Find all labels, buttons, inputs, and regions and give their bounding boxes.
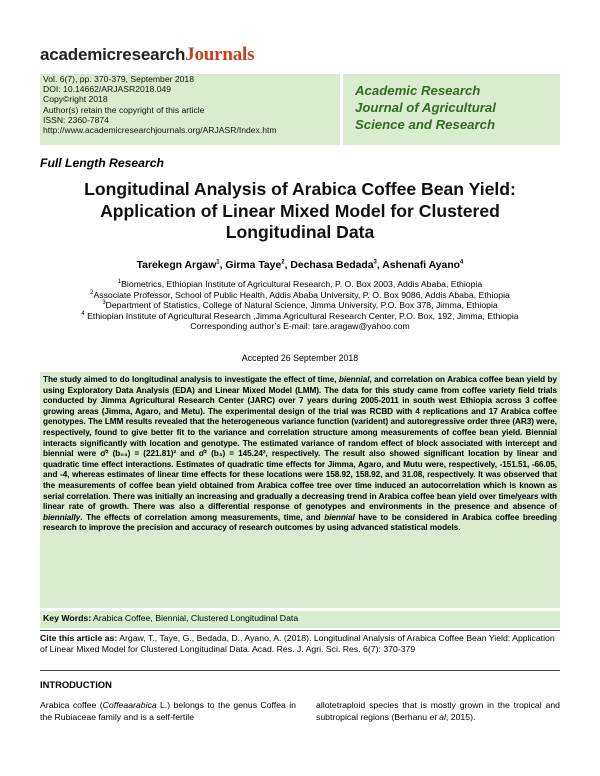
author-name: Dechasa Bedada <box>290 260 374 271</box>
title-line: Longitudinal Analysis of Arabica Coffee Bean Yield: <box>84 179 516 199</box>
section-heading-introduction: INTRODUCTION <box>40 679 112 690</box>
keywords-label: Key Words: <box>43 613 92 623</box>
title-line: Application of Linear Mixed Model for Clustered <box>100 200 500 221</box>
journal-name-box <box>343 74 560 145</box>
meta-doi: DOI: 10.14662/ARJASR2018.049 <box>43 84 172 95</box>
author-name: Tarekegn Argaw <box>136 260 217 271</box>
article-type-label: Full Length Research <box>40 156 164 170</box>
article-meta-box <box>40 74 340 145</box>
meta-rights: Author(s) retain the copyright of this article <box>43 104 205 115</box>
author-sup: 4 <box>460 259 464 266</box>
meta-issn: ISSN: 2360-7874 <box>43 114 109 125</box>
meta-copyright: Copy©right 2018 <box>43 94 108 105</box>
affiliation: $^2$Associate Professor, School of Public Health, Addis Ababa University, P. O. Box 9086, Addis Ababa, Ethiopia <box>90 289 510 300</box>
citation <box>40 633 560 656</box>
keywords-text: Arabica Coffee, Biennial, Clustered Longitudinal Data <box>91 613 299 623</box>
accepted-date: Accepted 26 September 2018 <box>241 353 359 363</box>
journal-name-line: Academic Research <box>355 83 481 98</box>
citation-label: Cite this article as: <box>40 633 118 643</box>
corresponding-author: Corresponding author’s E-mail: tare.aragaw@yahoo.com <box>190 321 410 331</box>
publisher-logo: academicresearchJournals <box>40 44 255 65</box>
author-sup: 1 <box>216 259 220 266</box>
affiliations <box>40 279 560 332</box>
author-sup: 3 <box>373 259 377 266</box>
author-name: Girma Taye <box>225 260 282 271</box>
divider <box>40 630 560 631</box>
abstract: The study aimed to do longitudinal analysis to investigate the effect of time, biennial, and correlation on Arabica coffee bean yield by using Exploratory Data Analysis (EDA) and Linear Mixed Model (LMM). The data for this study came from coffee variety field trials conducted by Jimma Agricultural Research Center (JARC) over 7 years during 2005-2011 in south west Ethiopia across 3 coffee growing areas (Jimma, Agaro, and Metu). The experimental design of the trial was RCBD with 4 replications and 17 Arabica coffee genotypes. The LMM results revealed that the heterogeneous variance function (varident) and autoregressive order three (AR3) were, respectively, found to give better fit to the variance and correlation structure among measurements of coffee bean yield. Biennial interacts significantly with location and genotype. The estimated variance of random effect of block associated with intercept and biennial were σ̂² (b₀₃) = (221.81)² and σ̂² (b₃) = 145.24², respectively. The result also showed significant location by linear and quadratic time effect interactions. Estimates of quadratic time effects for Jimma, Agaro, and Mutu were, respectively, -151.51, -66.05, and -4, whereas estimates of linear time effects for these locations were 158.92, 158.92, and 31.08, respectively. It was observed that the measurements of coffee bean yield obtained from Arabica coffee tree over time induced an autocorrelation which is known as serial correlation. There was initially an increasing and gradually a decreasing trend in Arabica coffee bean yield over time/years with linear rate of growth. There was also a differential response of genotypes and environments in the presence and absence of biennially. The effects of correlation among measurements, time, and biennial have to be considered in Arabica coffee breeding research to improve the precision and accuracy of research outcomes by using advanced statistical models. <box>40 372 560 608</box>
author-name: Ashenafi Ayano <box>382 260 461 271</box>
journal-name-line: Journal of Agricultural <box>355 100 496 115</box>
meta-url[interactable]: http://www.academicresearchjournals.org/ARJASR/Index.htm <box>43 125 277 136</box>
affiliation: $^1$Biometrics, Ethiopian Institute of Agricultural Research, P. O. Box 2003, Addis Ababa, Ethiopia <box>117 279 483 289</box>
title-line: Longitudinal Data <box>225 222 375 242</box>
keywords <box>40 611 560 628</box>
affiliation: $^4$ Ethiopian Institute of Agricultural Research ,Jimma Agricultural Research Center, P.O. Box, 192, Jimma, Ethiopia <box>81 310 519 321</box>
journal-name-line: Science and Research <box>355 117 496 132</box>
article-title <box>40 179 560 244</box>
divider <box>40 670 560 671</box>
author-list: Tarekegn Argaw$^1$, Girma Taye$^2$, Dechasa Bedada$^3$, Ashenafi Ayano$^4$ <box>136 259 464 271</box>
affiliation: $^3$Department of Statistics, College of Natural Science, Jimma University, P.O. Box 378, Jimma, Ethiopia <box>102 300 498 310</box>
meta-volume: Vol. 6(7), pp. 370-379, September 2018 <box>43 74 194 84</box>
author-sup: 2 <box>281 259 285 266</box>
intro-right-column: allotetraploid species that is mostly grown in the tropical and subtropical regions (Berhanu et al, 2015). <box>316 700 560 722</box>
intro-left-column: Arabica coffee (Coffeaarabica L.) belongs to the genus Coffea in the Rubiaceae family and is a self-fertile <box>40 700 296 722</box>
citation-text: Argaw, T., Taye, G., Bedada, D., Ayano, A. (2018). Longitudinal Analysis of Arabica Coffee Bean Yield: Application of Linear Mixed Model for Clustered Longitudinal Data. Acad. Res. J. Agri. Sci. Res. 6(7): 370-379 <box>40 633 555 655</box>
